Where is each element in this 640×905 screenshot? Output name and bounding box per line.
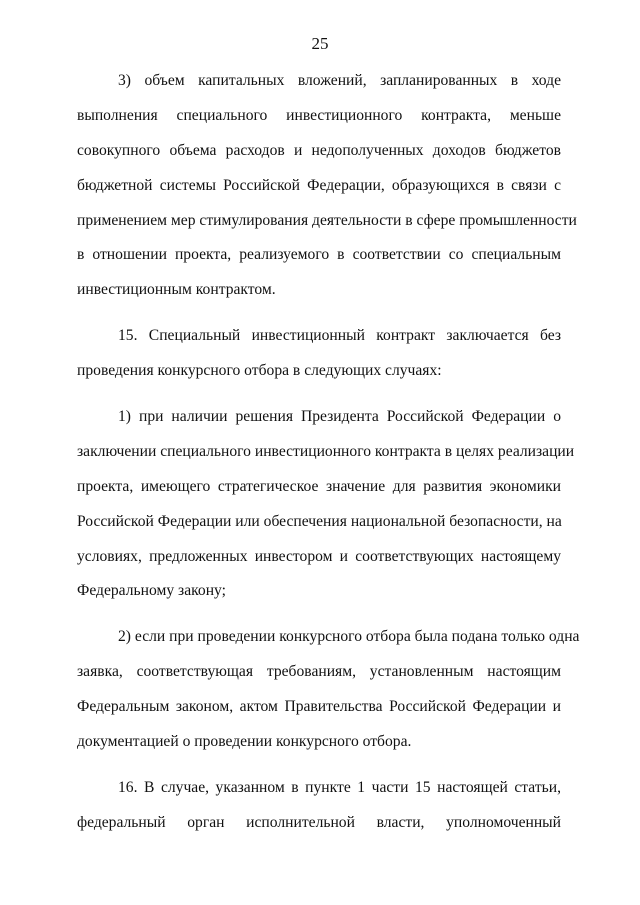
- text-line: 2) если при проведении конкурсного отбора была подана только одна: [118, 628, 580, 646]
- text-line: заявка, соответствующая требованиям, установленным настоящим: [77, 663, 561, 681]
- text-line: совокупного объема расходов и недополученных доходов бюджетов: [77, 141, 561, 159]
- text-line: 3) объем капитальных вложений, запланированных в ходе: [118, 72, 561, 89]
- text-line: выполнения специального инвестиционного контракта, меньше: [77, 106, 561, 124]
- text-line: инвестиционным контрактом.: [77, 281, 276, 299]
- text-line: документацией о проведении конкурсного отбора.: [77, 733, 412, 751]
- text-line: в отношении проекта, реализуемого в соответствии со специальным: [77, 246, 561, 264]
- paragraph-section-15: [77, 319, 561, 389]
- text-line: Федеральным законом, актом Правительства Российской Федерации и: [77, 698, 561, 716]
- text-line: федеральный орган исполнительной власти, уполномоченный: [77, 813, 561, 831]
- text-line: 16. В случае, указанном в пункте 1 части 15 настоящей статьи,: [118, 778, 561, 796]
- page-number: 25: [311, 34, 329, 53]
- text-line: Федеральному закону;: [77, 582, 226, 600]
- text-line: проекта, имеющего стратегическое значение для развития экономики: [77, 477, 561, 495]
- paragraph-item-2: [77, 620, 580, 760]
- text-line: Российской Федерации или обеспечения национальной безопасности, на: [77, 512, 562, 530]
- text-line: применением мер стимулирования деятельности в сфере промышленности: [77, 211, 577, 229]
- paragraph-item-1: [77, 400, 575, 609]
- text-line: бюджетной системы Российской Федерации, образующихся в связи с: [77, 176, 561, 194]
- document-body: [77, 64, 580, 841]
- text-line: заключении специального инвестиционного контракта в целях реализации: [77, 442, 575, 460]
- text-line: проведения конкурсного отбора в следующих случаях:: [77, 362, 442, 380]
- text-line: 1) при наличии решения Президента Российской Федерации о: [118, 408, 561, 426]
- paragraph-section-16: [77, 771, 561, 841]
- paragraph-item-3: [77, 64, 577, 308]
- text-line: 15. Специальный инвестиционный контракт заключается без: [118, 327, 561, 345]
- text-line: условиях, предложенных инвестором и соответствующих настоящему: [77, 547, 561, 565]
